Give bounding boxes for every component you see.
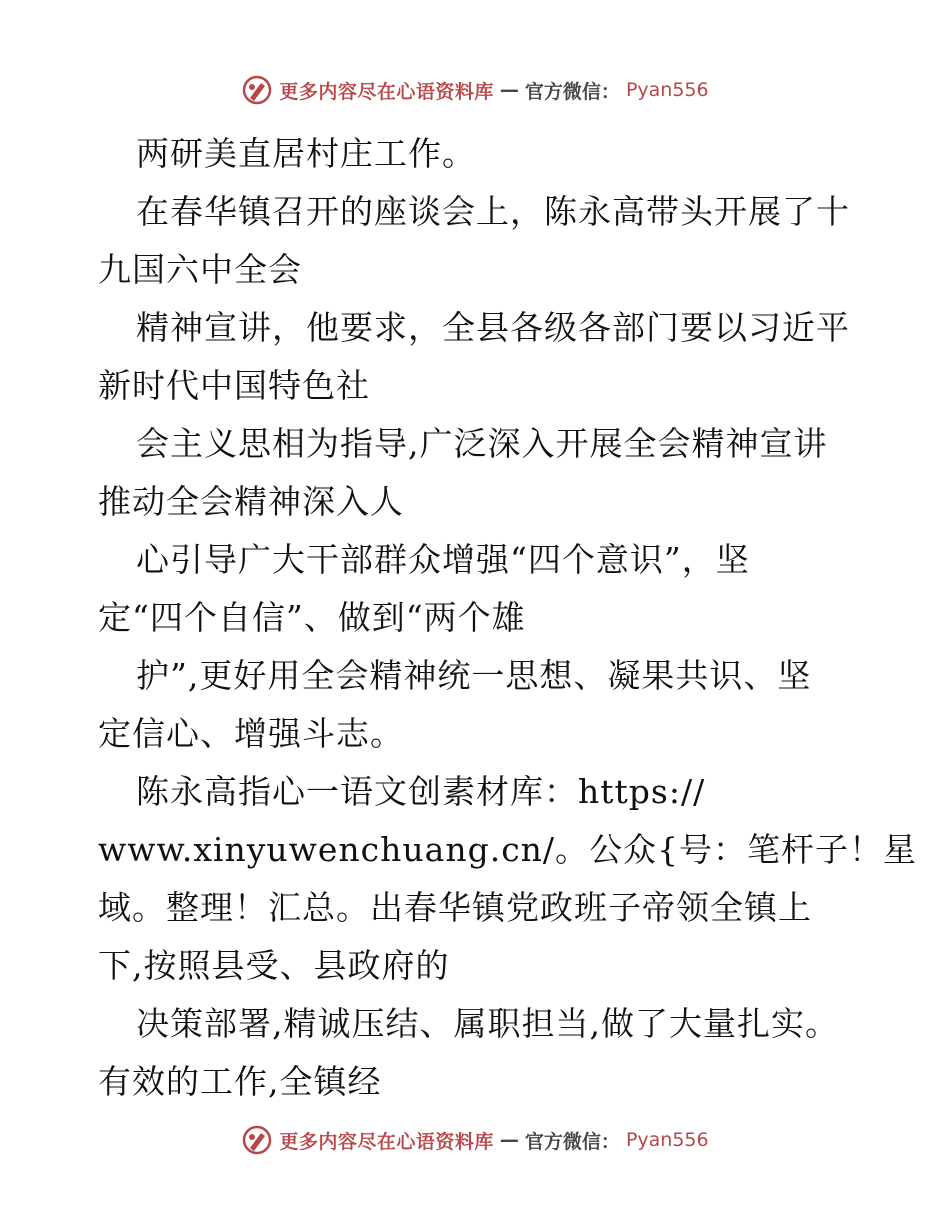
- text-line: 护”,更好用全会精神统一思想、凝果共识、坚: [136, 656, 812, 695]
- text-line: 推动全会精神深入人: [98, 482, 404, 521]
- watermark-main-text: 更多内容尽在心语资料库: [279, 80, 494, 103]
- watermark-main-text: 更多内容尽在心语资料库: [279, 1130, 494, 1153]
- text-line: 心引导广大干部群众增强“四个意识”，坚: [136, 540, 750, 579]
- text-line: 九国六中全会: [98, 250, 302, 289]
- text-line: www.xinyuwenchuang.cn/。公众{号：笔杆子！星: [98, 830, 918, 869]
- text-line: 域。整理！汇总。出春华镇党政班子帝领全镇上: [98, 888, 812, 927]
- text-line: 有效的工作,全镇经: [98, 1062, 382, 1101]
- watermark-official: 官方微信：: [524, 80, 620, 103]
- watermark-official: 官方微信：: [524, 1130, 620, 1153]
- watermark-dash: —: [499, 1129, 519, 1151]
- text-line: 在春华镇召开的座谈会上，陈永高带头开展了十: [136, 192, 850, 231]
- pen-logo-icon: [241, 74, 273, 106]
- text-line: 定信心、增强斗志。: [98, 714, 404, 753]
- pen-logo-icon: [241, 1124, 273, 1156]
- text-line: 决策部署,精诚压结、属职担当,做了大量扎实。: [136, 1004, 839, 1043]
- text-line: 定“四个自信”、做到“两个雄: [98, 598, 526, 637]
- text-line: 两研美直居村庄工作。: [136, 134, 476, 173]
- text-line: 陈永高指心一语文创素材库：https://: [136, 772, 706, 811]
- text-line: 会主义思相为指导,广泛深入开展全会精神宣讲: [136, 424, 828, 463]
- watermark-wechat-id: Pyan556: [625, 79, 709, 101]
- text-line: 下,按照县受、县政府的: [98, 946, 450, 985]
- watermark-dash: —: [499, 79, 519, 101]
- document-body: [98, 125, 918, 1111]
- watermark-wechat-id: Pyan556: [625, 1129, 709, 1151]
- footer-watermark: [0, 1124, 950, 1156]
- text-line: 精神宣讲，他要求，全县各级各部门要以习近平: [136, 308, 850, 347]
- text-line: 新时代中国特色社: [98, 366, 370, 405]
- header-watermark: [0, 74, 950, 106]
